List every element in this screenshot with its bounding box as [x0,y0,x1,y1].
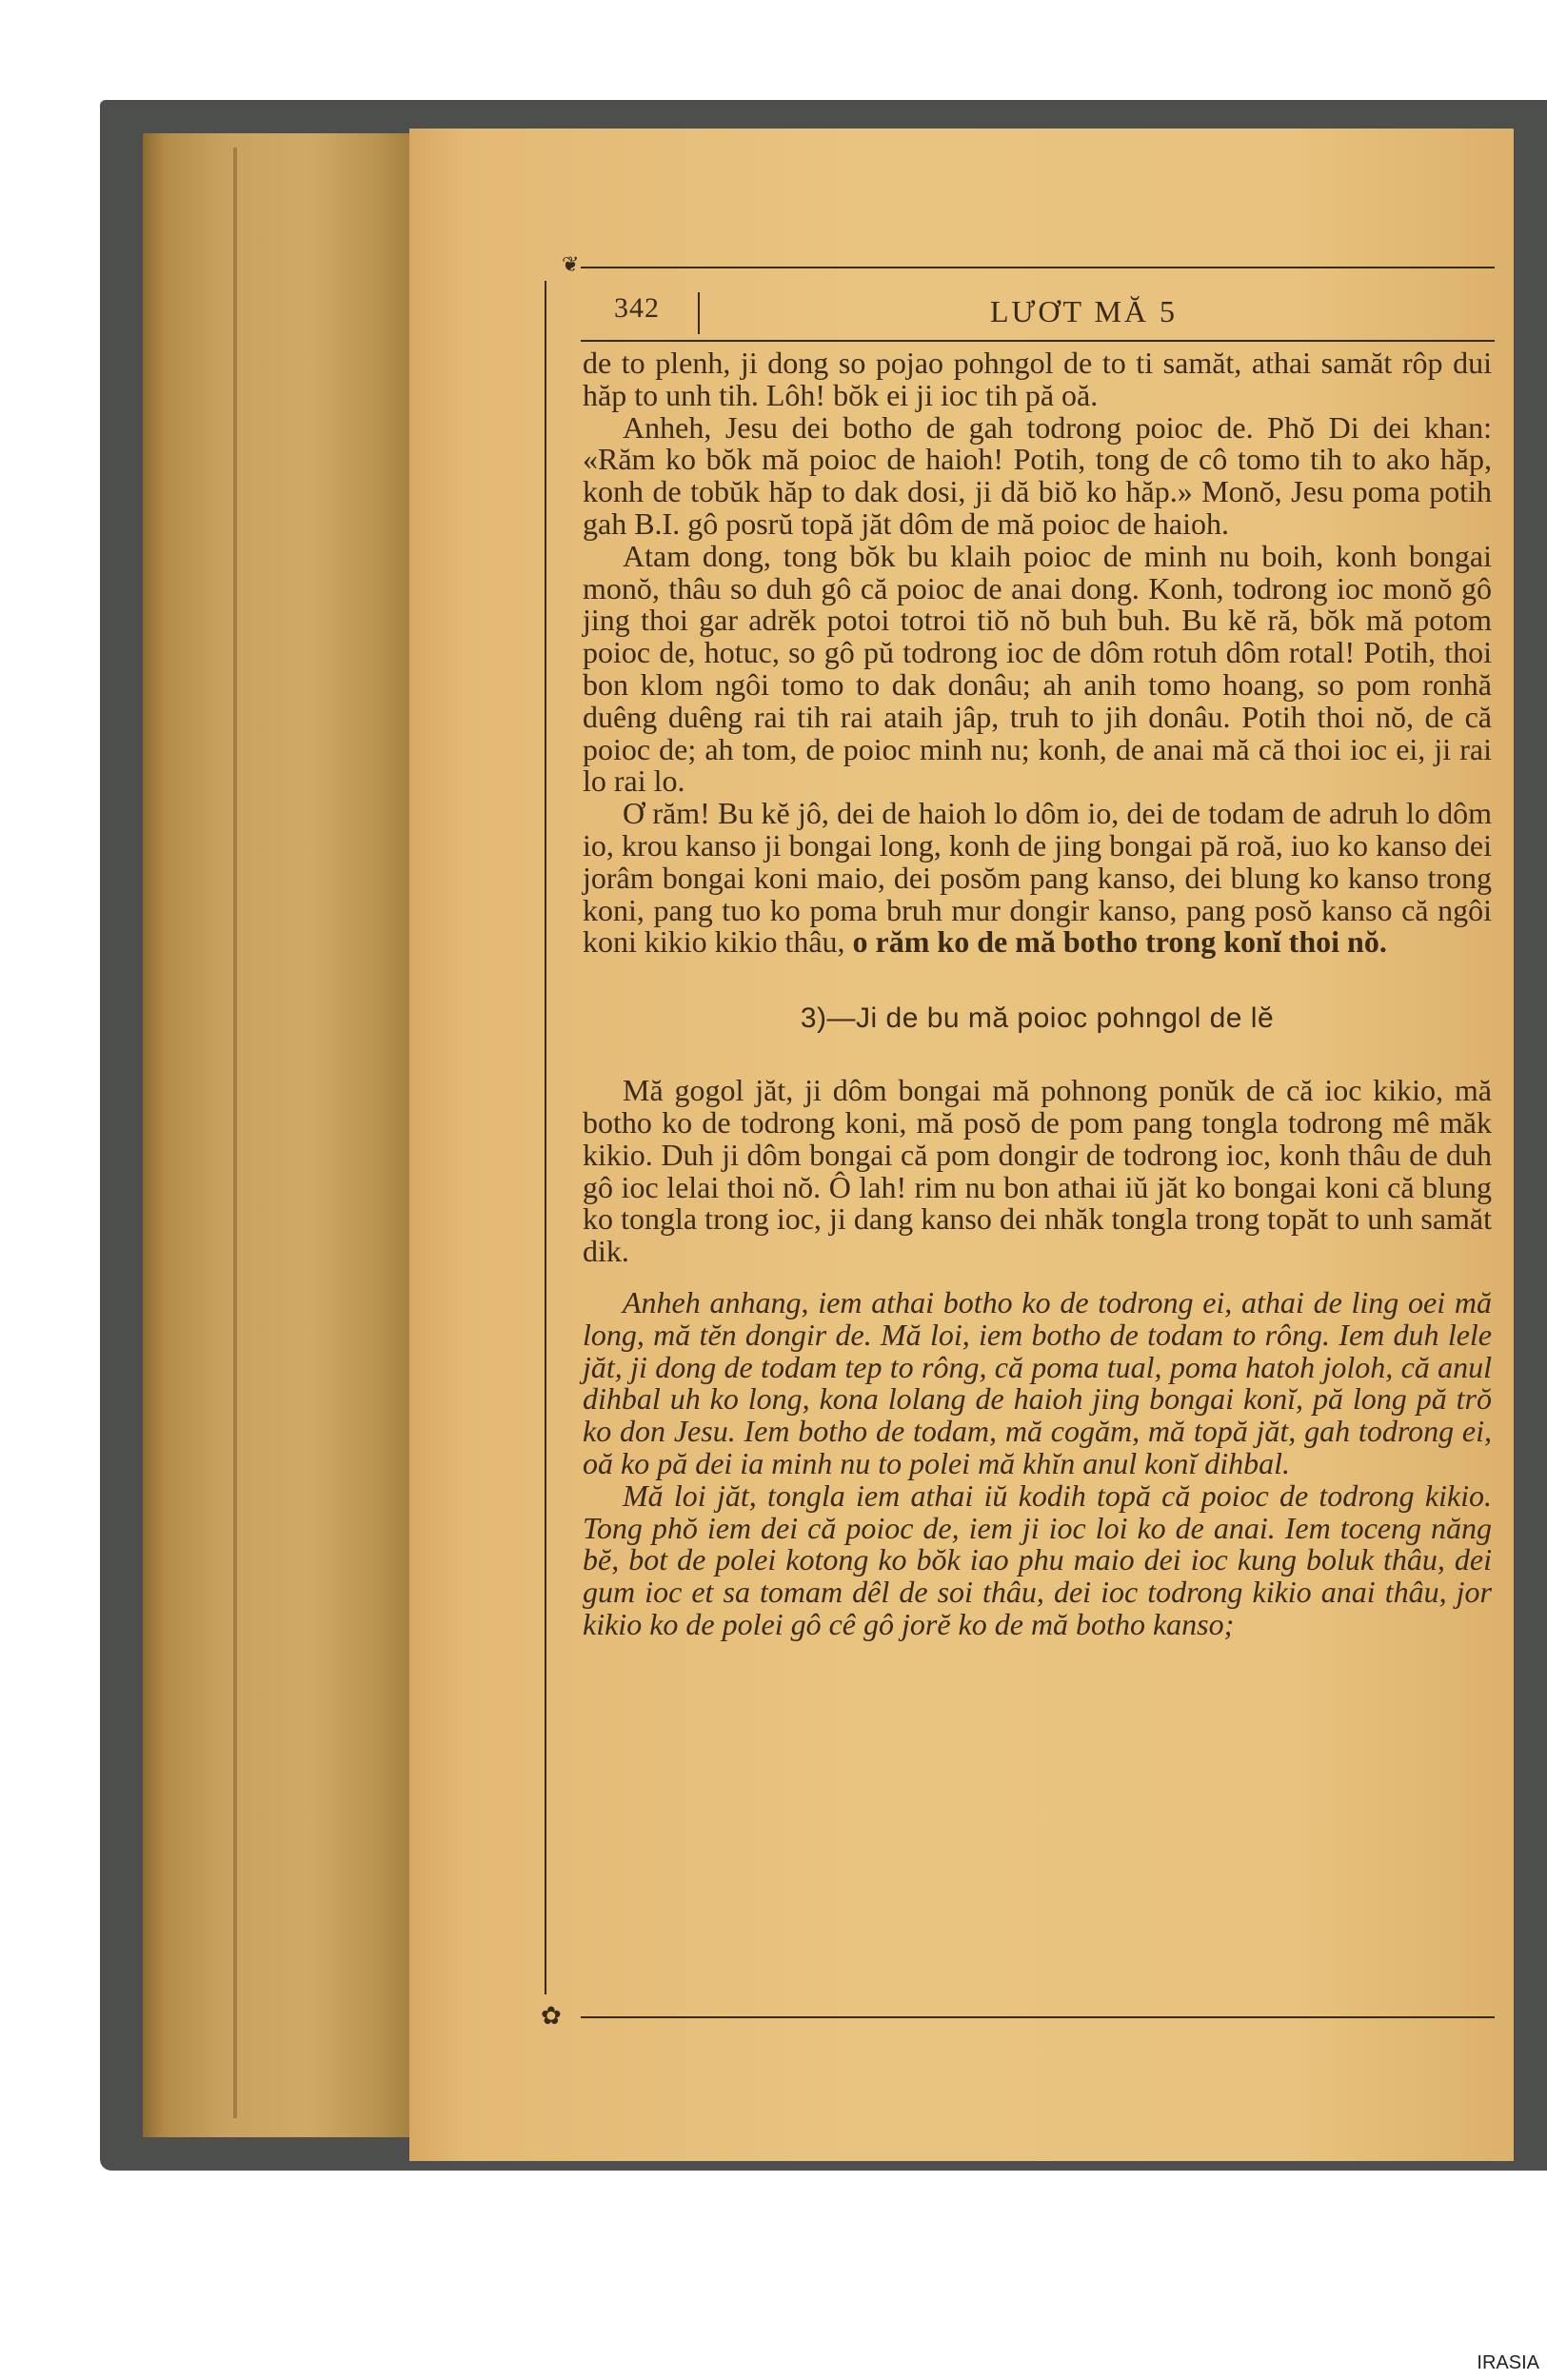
paragraph [583,798,1492,959]
section-heading: 3)—Ji de bu mă poioc pohngol de lĕ [800,1002,1275,1035]
paragraph: Anheh, Jesu dei botho de gah todrong poioc de. Phŏ Di dei khan: «Răm ko bŏk mă poioc de haioh! Potih, tong de cô tomo tih to ako hăp, konh de tobŭk hăp to dak dosi, ji dă biŏ ko hăp.» Monŏ, Jesu poma potih gah B.I. gô posrŭ topă jăt dôm de mă poioc de haioh. [583,409,1492,541]
paragraph: Atam dong, tong bŏk bu klaih poioc de minh nu boih, konh bongai monŏ, thâu so duh gô că poioc de anai dong. Konh, todrong ioc monŏ gô jing thoi gar adrĕk potoi totroi tiŏ nŏ buh buh. Bu kĕ ră, bŏk mă potom poioc de, hotuc, so gô pŭ todrong ioc de dôm rotuh dôm rotal! Potih, thoi bon klom ngôi tomo to dak donâu; ah anih tomo hoang, so pom ronhă duêng duêng rai tih rai ataih jâp, truh to jih donâu. Potih thoi nŏ, de că poioc de; ah tom, de poioc minh nu; konh, de anai mă că thoi ioc ei, ji rai lo rai lo. [583,538,1492,799]
left-margin-rule [545,281,546,1994]
watermark: IRASIA [1477,2352,1539,2373]
page-content [541,252,1495,2030]
page-edges [143,133,419,2137]
top-rule [581,267,1495,268]
page-body [583,347,1492,1641]
ornament-top-icon: ❦ [562,252,580,276]
page-number: 342 [614,292,700,334]
page-header [571,281,1495,338]
paragraph-italic: Mă loi jăt, tongla iem athai iŭ kodih topă că poioc de todrong kikio. Tong phŏ iem dei că poioc de, iem ji ioc loi ko de anai. Iem toceng năng bĕ, bot de polei kotong ko bŏk iao phu maio dei ioc kung boluk thâu, dei gum ioc et sa tomam dêl de soi thâu, dei ioc todrong kikio anai thâu, jor kikio ko de polei gô cê gô jorĕ ko de mă botho kanso; [583,1478,1492,1641]
ornament-bottom-icon: ✿ [541,2002,562,2030]
paragraph: de to plenh, ji dong so pojao pohngol de to ti samăt, athai samăt rôp dui hăp to unh tih. Lôh! bŏk ei ji ioc tih pă oă. [583,346,1492,412]
running-title: LƯƠT MĂ 5 [990,294,1179,328]
paragraph-text: Ơ răm! Bu kĕ jô, dei de haioh lo dôm io, dei de todam de adruh lo dôm io, krou kanso ji bongai long, konh de jing bongai pă roă, iuo ko kanso dei jorâm bongai koni maio, dei posŏm pang kanso, dei blung ko kanso trong koni, pang tuo ko poma bruh mur dongir kanso, pang posŏ kanso că ngôi koni kikio kikio thâu, [583,796,1492,960]
emphasis-text: o răm ko de mă botho trong konĭ thoi nŏ. [852,924,1387,960]
bottom-rule [581,2016,1495,2018]
header-rule [581,340,1495,342]
paragraph: Mă gogol jăt, ji dôm bongai mă pohnong ponŭk de că ioc kikio, mă botho ko de todrong koni, mă posŏ de pom pang tongla todrong mê măk kikio. Duh ji dôm bongai că pom dongir de todrong ioc, konh thâu de duh gô ioc lelai thoi nŏ. Ô lah! rim nu bon athai iŭ jăt ko bongai koni că blung ko tongla trong ioc, ji dang kanso dei nhăk tongla trong topăt to unh samăt dik. [583,1073,1492,1269]
paragraph-italic: Anheh anhang, iem athai botho ko de todrong ei, athai de ling oei mă long, mă tĕn dongir de. Mă loi, iem botho de todam to rông. Iem duh lele jăt, ji dong de todam tep to rông, că poma tual, poma hatoh joloh, că anul dihbal uh ko long, kona lolang de haioh jing bongai konĭ, pă long pă trŏ ko don Jesu. Iem botho de todam, mă cogăm, mă topă jăt, gah todrong ei, oă ko pă dei ia minh nu to polei mă khĭn anul konĭ dihbal. [583,1284,1492,1480]
